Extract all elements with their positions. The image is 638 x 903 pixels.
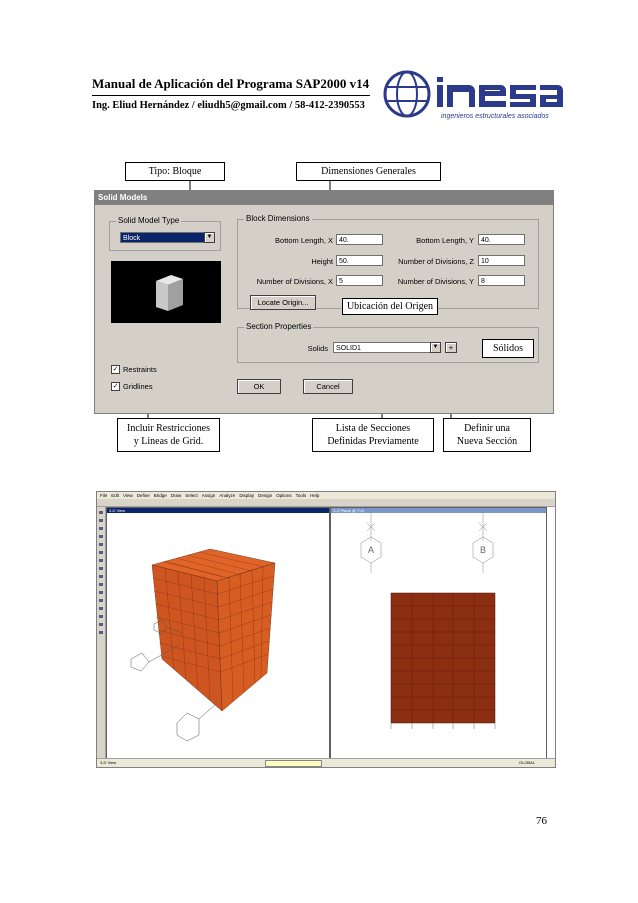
div-x-label: Number of Divisions, X [256,277,333,286]
bottom-x-label: Bottom Length, X [275,236,333,245]
div-z-input[interactable]: 10 [478,255,525,266]
solid-model-type-label: Solid Model Type [118,216,180,225]
right-view-title: X-Z Plane @ Y=0 [331,508,546,513]
sap2000-screenshot [96,491,556,768]
div-x-input[interactable]: 5 [336,275,383,286]
logo-tagline: ingenieros estructurales asociados [441,113,549,120]
solids-label: Solids [307,344,328,353]
menu-analyze[interactable]: Analyze [219,493,236,498]
height-label: Height [311,257,333,266]
solid-block-elevation [331,513,546,763]
menu-assign[interactable]: Assign [201,493,216,498]
solid-models-dialog [94,190,554,414]
callout-incluir-line2: y Lineas de Grid. [133,436,204,447]
menu-view[interactable]: View [123,493,133,498]
callout-tipo: Tipo: Bloque [125,162,225,181]
callout-lista-line2: Definidas Previamente [327,436,419,447]
cancel-button[interactable]: Cancel [303,379,353,394]
solids-chevron-down-icon[interactable]: ▼ [430,342,441,353]
height-input[interactable]: 50. [336,255,383,266]
callout-lista [312,418,434,452]
callout-definir-line2: Nueva Sección [456,436,518,447]
menu-bridge[interactable]: Bridge [153,493,167,498]
section-properties-label: Section Properties [246,322,312,331]
solid-block-3d [107,513,329,763]
left-view-title: 3-D View [107,508,329,513]
dialog-title: Solid Models [95,191,553,205]
sap-toolbar [97,499,555,507]
status-left-text: 3-D View [100,760,117,765]
menu-define[interactable]: Define [136,493,150,498]
locate-origin-button[interactable]: Locate Origin... [250,295,316,310]
gridlines-checkbox[interactable]: ✓ [112,383,119,390]
left-3d-view[interactable] [106,507,330,759]
gridlines-label: Gridlines [123,382,153,391]
menu-design[interactable]: Design [258,493,273,498]
chevron-down-icon[interactable]: ▼ [204,232,215,243]
ok-button[interactable]: OK [237,379,281,394]
block-preview-icon [111,261,221,323]
page-number: 76 [536,815,547,827]
menu-edit[interactable]: Edit [111,493,120,498]
div-z-label: Number of Divisions, Z [398,257,474,266]
solids-select[interactable]: SOLID1 [333,342,441,353]
block-dimensions-label: Block Dimensions [246,214,310,223]
sap-menu-bar [97,492,555,499]
sap-status-bar [97,758,555,767]
bottom-y-input[interactable]: 40. [478,234,525,245]
document-author-line: Ing. Eliud Hernández / eliudh5@gmail.com / 58-412-2390553 [92,100,365,111]
bottom-x-input[interactable]: 40. [336,234,383,245]
callout-ubicacion: Ubicación del Origen [342,298,438,315]
right-xz-view[interactable] [330,507,547,759]
div-y-input[interactable]: 8 [478,275,525,286]
menu-file[interactable]: File [100,493,108,498]
document-title: Manual de Aplicación del Programa SAP2000 v14 [92,76,370,91]
div-y-label: Number of Divisions, Y [397,277,474,286]
menu-select[interactable]: Select [185,493,198,498]
sap-side-toolbar [97,507,106,759]
menu-help[interactable]: Help [310,493,320,498]
grid-label-b: B [480,545,487,555]
model-type-select[interactable]: Block [120,232,215,243]
callout-dimensiones: Dimensiones Generales [296,162,441,181]
callout-solidos: Sólidos [482,339,534,358]
restraints-checkbox[interactable]: ✓ [112,366,119,373]
callout-definir [443,418,531,452]
callout-incluir-line1: Incluir Restricciones [126,423,211,434]
callout-definir-line1: Definir una [464,423,510,434]
menu-display[interactable]: Display [239,493,255,498]
block-dimensions-group [237,214,539,309]
menu-draw[interactable]: Draw [170,493,182,498]
status-tooltip [265,760,322,767]
menu-options[interactable]: Options [276,493,292,498]
menu-tools[interactable]: Tools [295,493,307,498]
solid-model-type-group [109,216,221,251]
block-preview [111,261,221,323]
status-right-text[interactable]: GLOBAL [518,760,535,765]
callout-lista-line1: Lista de Secciones [335,423,411,434]
bottom-y-label: Bottom Length, Y [416,236,474,245]
grid-label-a: A [368,545,375,555]
restraints-label: Restraints [123,365,157,374]
callout-incluir [117,418,220,452]
add-section-button[interactable]: + [445,342,457,353]
